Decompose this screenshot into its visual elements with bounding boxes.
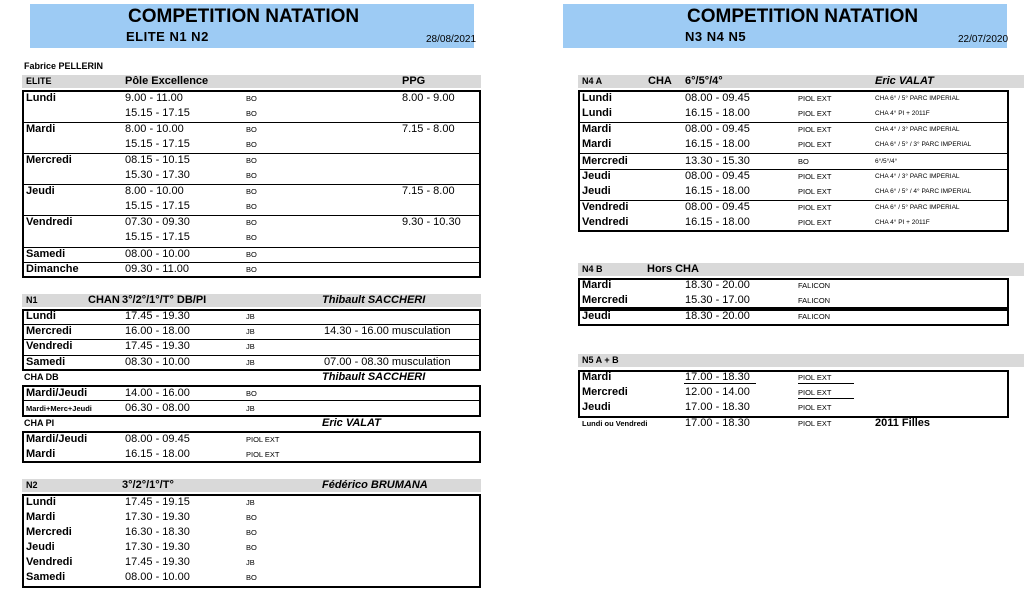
row-extra: 07.00 - 08.30 musculation: [324, 356, 451, 368]
row-time: 06.30 - 08.00: [125, 402, 190, 414]
row-time: 8.00 - 10.00: [125, 123, 184, 135]
row-location: FALICON: [798, 281, 831, 290]
row-note: CHA 4° PI + 2011F: [875, 110, 930, 117]
n4a-header-bg: [578, 75, 1024, 88]
row-time: 08.00 - 10.00: [125, 571, 190, 583]
row-day: Lundi: [26, 92, 56, 104]
row-location: BO: [246, 94, 257, 103]
row-time: 08.30 - 10.00: [125, 356, 190, 368]
row-location: BO: [246, 543, 257, 552]
row-time: 13.30 - 15.30: [685, 155, 750, 167]
n1-header-coach: Thibault SACCHERI: [322, 294, 426, 306]
divider: [578, 153, 1009, 154]
row-note: CHA 4° / 3° PARC IMPERIAL: [875, 126, 960, 133]
row-location: BO: [246, 109, 257, 118]
row-day: Vendredi: [26, 340, 73, 352]
row-day: Mercredi: [582, 155, 628, 167]
row-location: PIOL EXT: [798, 218, 832, 227]
row-location: PIOL EXT: [246, 435, 280, 444]
row-time: 17.45 - 19.15: [125, 496, 190, 508]
row-note: CHA 6° / 5° PARC IMPERIAL: [875, 204, 960, 211]
row-time: 15.15 - 17.15: [125, 231, 190, 243]
row-time: 12.00 - 14.00: [685, 386, 750, 398]
row-location: PIOL EXT: [798, 403, 832, 412]
row-day: Mardi/Jeudi: [26, 433, 88, 445]
row-location: JB: [246, 404, 255, 413]
row-day: Jeudi: [582, 310, 611, 322]
row-time: 15.15 - 17.15: [125, 200, 190, 212]
row-day: Jeudi: [26, 185, 55, 197]
row-time: 8.00 - 10.00: [125, 185, 184, 197]
row-day: Vendredi: [26, 216, 73, 228]
row-day: Mercredi: [582, 386, 628, 398]
row-day: Jeudi: [582, 170, 611, 182]
n4b-table-bottom: [578, 309, 1009, 326]
row-location: BO: [246, 389, 257, 398]
row-location: FALICON: [798, 312, 831, 321]
row-day: Lundi: [26, 496, 56, 508]
row-location: PIOL EXT: [798, 125, 832, 134]
right-date: 22/07/2020: [958, 34, 1009, 45]
row-ppg: 9.30 - 10.30: [402, 216, 461, 228]
n2-header-group: N2: [26, 480, 38, 490]
row-location: JB: [246, 327, 255, 336]
chadb-header-coach: Thibault SACCHERI: [322, 371, 426, 383]
row-note: CHA 6° / 5° / 3° PARC IMPERIAL: [875, 141, 972, 148]
chapi-header-group: CHA PI: [24, 418, 55, 428]
row-day: Lundi: [26, 310, 56, 322]
row-time: 16.15 - 18.00: [125, 448, 190, 460]
n2-header-levels: 3°/2°/1°/T°: [122, 479, 174, 491]
n1-header-levels: 3°/2°/1°/T° DB/PI: [122, 294, 207, 306]
chadb-header-group: CHA DB: [24, 372, 59, 382]
row-note: CHA 4° / 3° PARC IMPERIAL: [875, 173, 960, 180]
elite-header-place: Pôle Excellence: [125, 75, 209, 87]
row-location: BO: [246, 250, 257, 259]
row-time: 17.00 - 18.30: [685, 371, 750, 383]
row-day: Vendredi: [582, 201, 629, 213]
row-location: PIOL EXT: [798, 109, 832, 118]
row-location: BO: [246, 528, 257, 537]
row-day: Lundi: [582, 92, 612, 104]
row-time: 17.30 - 19.30: [125, 511, 190, 523]
row-location: PIOL EXT: [798, 187, 832, 196]
n4b-header-bg: [578, 263, 1024, 276]
right-title: COMPETITION NATATION: [687, 6, 919, 27]
row-location: BO: [246, 171, 257, 180]
row-location: PIOL EXT: [798, 373, 832, 382]
row-time: 09.30 - 11.00: [125, 263, 190, 275]
row-time: 16.15 - 18.00: [685, 185, 750, 197]
row-location: JB: [246, 498, 255, 507]
row-time: 16.30 - 18.30: [125, 526, 190, 538]
row-time: 17.30 - 19.30: [125, 541, 190, 553]
row-time: 16.15 - 18.00: [685, 216, 750, 228]
row-location: PIOL EXT: [798, 94, 832, 103]
row-time: 15.30 - 17.30: [125, 169, 190, 181]
row-extra: 14.30 - 16.00 musculation: [324, 325, 451, 337]
n1-header-group: N1: [26, 295, 38, 305]
row-day: Jeudi: [582, 185, 611, 197]
row-day: Samedi: [26, 248, 66, 260]
row-time: 08.00 - 09.45: [685, 92, 750, 104]
row-location: BO: [246, 513, 257, 522]
row-time: 16.15 - 18.00: [685, 138, 750, 150]
right-subtitle: N3 N4 N5: [685, 29, 747, 44]
row-time: 15.30 - 17.00: [685, 294, 750, 306]
row-day: Mardi: [582, 138, 612, 150]
row-location: BO: [798, 157, 809, 166]
row-time: 15.15 - 17.15: [125, 138, 190, 150]
row-day: Vendredi: [26, 556, 73, 568]
row-location: PIOL EXT: [798, 172, 832, 181]
row-location: PIOL EXT: [798, 388, 832, 397]
row-time: 17.00 - 18.30: [685, 417, 750, 429]
row-time: 9.00 - 11.00: [125, 92, 183, 104]
row-day: Mardi: [26, 511, 56, 523]
row-ppg: 8.00 - 9.00: [402, 92, 455, 104]
row-time: 08.00 - 10.00: [125, 248, 190, 260]
row-day: Mardi: [582, 371, 612, 383]
row-location: PIOL EXT: [798, 419, 832, 428]
row-time: 16.00 - 18.00: [125, 325, 190, 337]
row-day: Mardi: [582, 123, 612, 135]
row-location: JB: [246, 342, 255, 351]
row-day: Samedi: [26, 356, 66, 368]
chapi-header-coach: Eric VALAT: [322, 417, 381, 429]
row-note: CHA 4° PI + 2011F: [875, 219, 930, 226]
row-time: 08.00 - 09.45: [685, 170, 750, 182]
row-location: BO: [246, 573, 257, 582]
row-time: 15.15 - 17.15: [125, 107, 190, 119]
row-day: Mardi: [26, 448, 56, 460]
n4b-header-cat: Hors CHA: [647, 263, 699, 275]
n5-table: [578, 370, 1009, 418]
row-day: Lundi: [582, 107, 612, 119]
row-day: Mardi: [582, 279, 612, 291]
row-day: Samedi: [26, 571, 66, 583]
row-time: 14.00 - 16.00: [125, 387, 190, 399]
row-location: BO: [246, 140, 257, 149]
row-day: Mercredi: [26, 154, 72, 166]
row-time: 17.45 - 19.30: [125, 310, 190, 322]
row-location: BO: [246, 218, 257, 227]
row-location: BO: [246, 125, 257, 134]
n2-header-coach: Fédérico BRUMANA: [322, 479, 428, 491]
row-time: 08.00 - 09.45: [685, 123, 750, 135]
left-date: 28/08/2021: [426, 34, 477, 45]
left-title: COMPETITION NATATION: [128, 6, 360, 27]
n1-header-cat: CHAN: [88, 294, 120, 306]
n4a-header-levels: 6°/5°/4°: [685, 75, 723, 87]
row-time: 08.15 - 10.15: [125, 154, 190, 166]
row-time: 17.00 - 18.30: [685, 401, 750, 413]
row-day: Dimanche: [26, 263, 79, 275]
row-time: 18.30 - 20.00: [685, 279, 750, 291]
row-day: Jeudi: [582, 401, 611, 413]
row-note: CHA 6° / 5° PARC IMPERIAL: [875, 95, 960, 102]
divider: [22, 400, 481, 401]
row-location: BO: [246, 233, 257, 242]
row-day: Mercredi: [582, 294, 628, 306]
row-time: 08.00 - 09.45: [685, 201, 750, 213]
row-day: Jeudi: [26, 541, 55, 553]
elite-header-extra: PPG: [402, 75, 426, 87]
row-location: PIOL EXT: [798, 140, 832, 149]
row-location: BO: [246, 202, 257, 211]
row-location: JB: [246, 558, 255, 567]
row-time: 16.15 - 18.00: [685, 107, 750, 119]
row-day: Mardi: [26, 123, 56, 135]
row-note: 6°/5°/4°: [875, 158, 898, 165]
row-location: BO: [246, 187, 257, 196]
row-time: 17.45 - 19.30: [125, 556, 190, 568]
row-time: 07.30 - 09.30: [125, 216, 190, 228]
left-coach-top: Fabrice PELLERIN: [24, 61, 104, 71]
row-location: PIOL EXT: [246, 450, 280, 459]
row-location: JB: [246, 358, 255, 367]
row-note: 2011 Filles: [875, 417, 931, 429]
row-ppg: 7.15 - 8.00: [402, 185, 455, 197]
row-day: Vendredi: [582, 216, 629, 228]
row-location: BO: [246, 265, 257, 274]
row-location: FALICON: [798, 296, 831, 305]
n5-header-bg: [578, 354, 1024, 367]
row-day: Mardi+Merc+Jeudi: [26, 404, 92, 413]
row-day: Mercredi: [26, 325, 72, 337]
n4b-header-group: N4 B: [582, 264, 603, 274]
row-location: BO: [246, 156, 257, 165]
row-time: 17.45 - 19.30: [125, 340, 190, 352]
n4b-table-top: [578, 278, 1009, 309]
row-note: CHA 6° / 5° / 4° PARC IMPERIAL: [875, 188, 972, 195]
row-time: 18.30 - 20.00: [685, 310, 750, 322]
left-subtitle: ELITE N1 N2: [126, 29, 209, 44]
row-day: Lundi ou Vendredi: [582, 419, 648, 428]
n4a-header-cat: CHA: [648, 75, 672, 87]
row-ppg: 7.15 - 8.00: [402, 123, 455, 135]
row-location: PIOL EXT: [798, 203, 832, 212]
row-day: Mardi/Jeudi: [26, 387, 88, 399]
n5-header-group: N5 A + B: [582, 355, 619, 365]
n4a-header-group: N4 A: [582, 76, 603, 86]
n4a-header-coach: Eric VALAT: [875, 75, 934, 87]
row-time: 08.00 - 09.45: [125, 433, 190, 445]
elite-header-group: ELITE: [26, 76, 52, 86]
row-location: JB: [246, 312, 255, 321]
row-day: Mercredi: [26, 526, 72, 538]
